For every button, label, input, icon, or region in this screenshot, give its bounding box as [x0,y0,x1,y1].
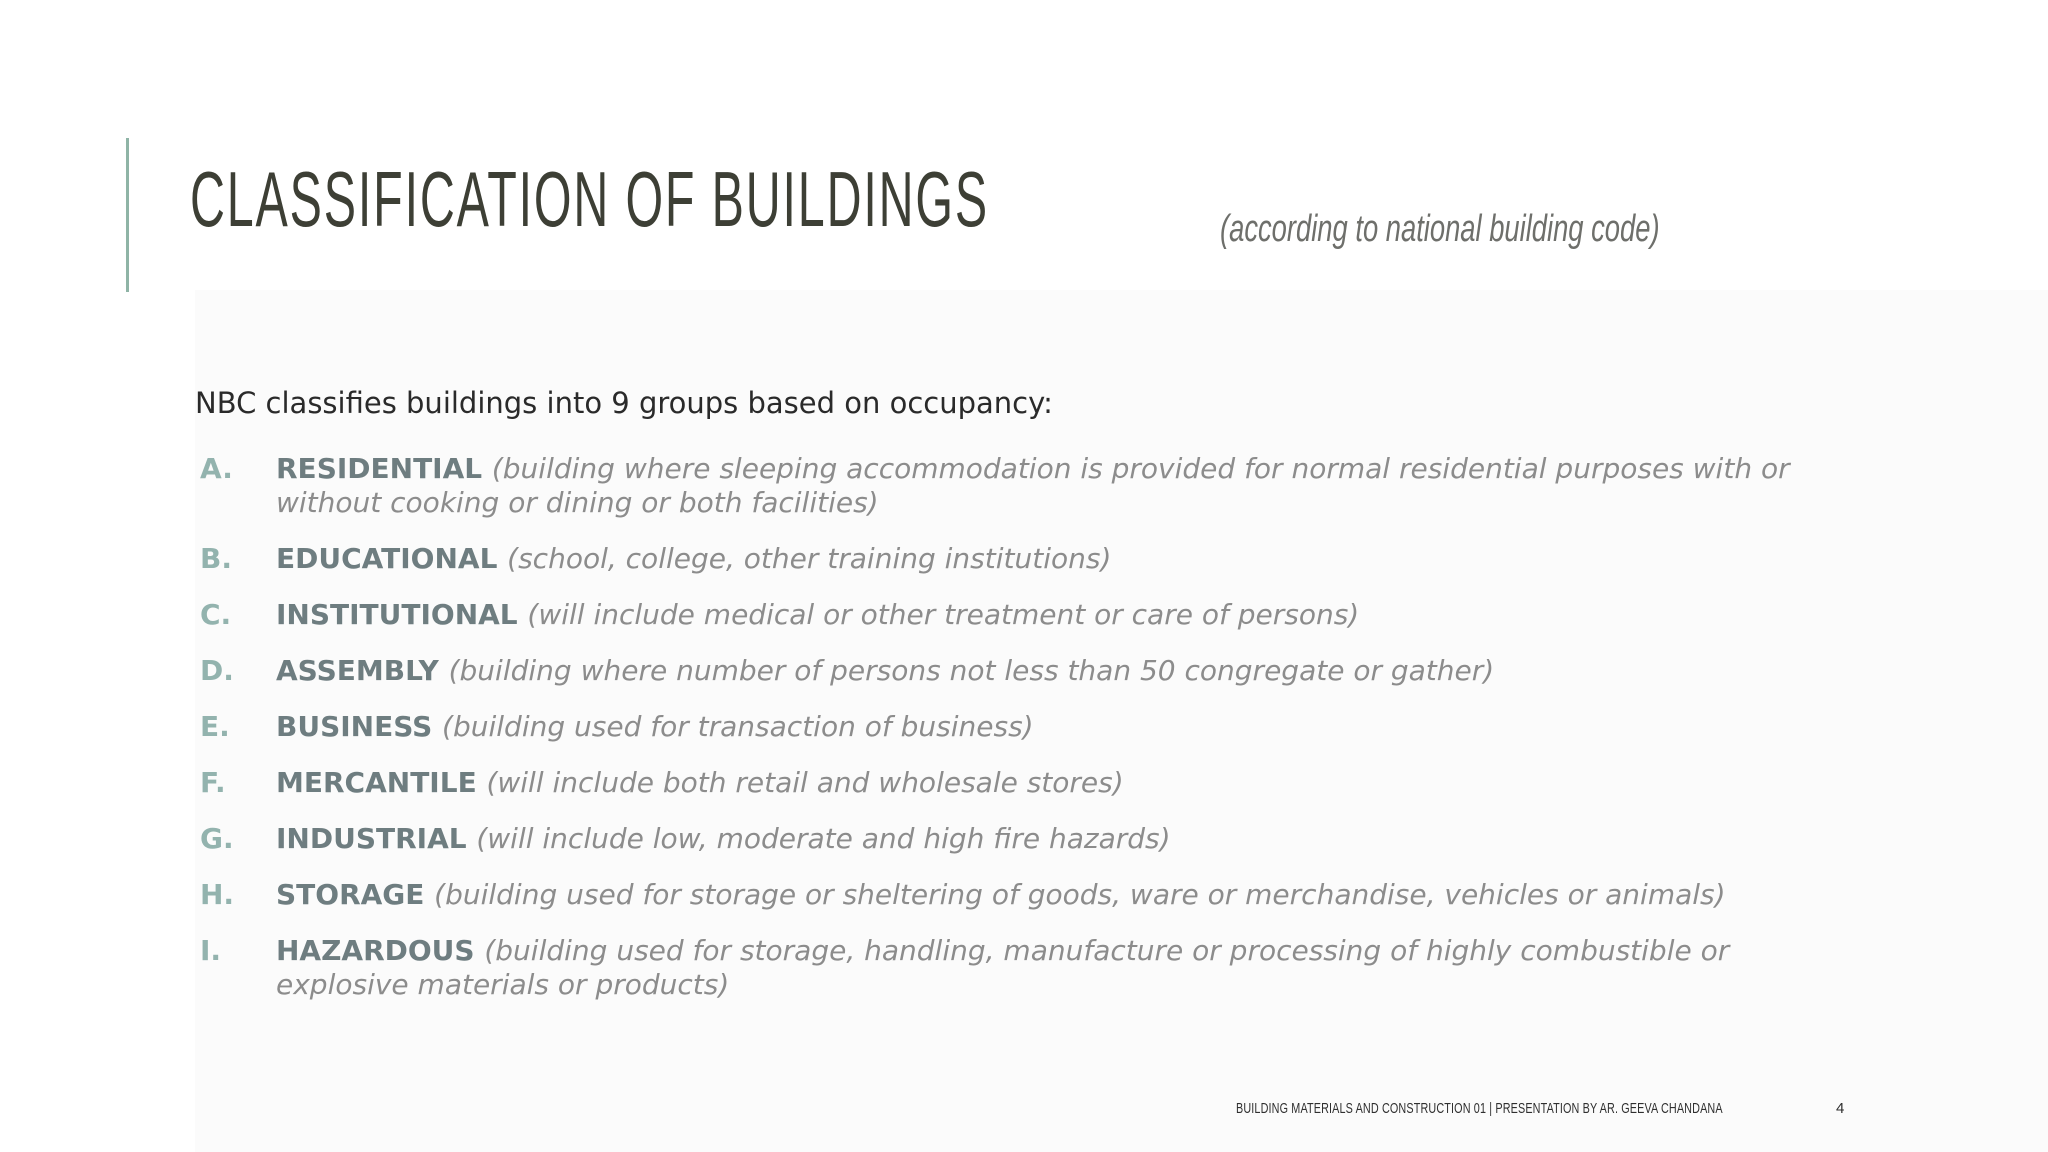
slide-title: CLASSIFICATION OF BUILDINGS [190,155,990,243]
group-description: (building where sleeping accommodation is provided for normal residential purposes with or without cooking or dining or both facilities) [276,452,1790,519]
group-description: (school, college, other training institutions) [507,542,1112,575]
list-marker: G. [200,822,234,855]
group-name: HAZARDOUS [276,934,485,967]
intro-text: NBC classifies buildings into 9 groups based on occupancy: [195,386,1053,420]
group-description: (building used for transaction of business) [442,710,1034,743]
group-description: (will include low, moderate and high fire hazards) [476,822,1171,855]
group-name: INDUSTRIAL [276,822,477,855]
title-accent-bar [126,138,129,292]
slide-subtitle: (according to national building code) [1220,208,1660,250]
group-description: (building used for storage, handling, manufacture or processing of highly combustible or explosive materials or products) [276,934,1730,1001]
list-item-business [200,710,1840,744]
list-marker: C. [200,598,232,631]
list-item-educational [200,542,1840,576]
list-item-storage [200,878,1840,912]
list-item-residential [200,452,1840,520]
group-name: BUSINESS [276,710,443,743]
footer-text: BUILDING MATERIALS AND CONSTRUCTION 01 | PRESENTATION BY AR. GEEVA CHANDANA [1236,1100,1723,1117]
list-item-industrial [200,822,1840,856]
list-item-assembly [200,654,1840,688]
list-item-mercantile [200,766,1840,800]
group-description: (building where number of persons not less than 50 congregate or gather) [448,654,1495,687]
classification-list [200,452,1840,1024]
page-number: 4 [1836,1100,1845,1117]
group-name: STORAGE [276,878,435,911]
group-name: EDUCATIONAL [276,542,508,575]
list-item-hazardous [200,934,1840,1002]
list-marker: F. [200,766,226,799]
list-marker: B. [200,542,232,575]
slide-footer [1236,1100,1912,1117]
group-name: INSTITUTIONAL [276,598,528,631]
list-marker: E. [200,710,230,743]
group-name: ASSEMBLY [276,654,449,687]
group-description: (will include both retail and wholesale stores) [486,766,1124,799]
group-description: (will include medical or other treatment or care of persons) [527,598,1360,631]
group-description: (building used for storage or sheltering of goods, ware or merchandise, vehicles or animals) [434,878,1726,911]
group-name: MERCANTILE [276,766,487,799]
list-marker: I. [200,934,222,967]
list-marker: A. [200,452,233,485]
list-marker: H. [200,878,235,911]
group-name: RESIDENTIAL [276,452,492,485]
list-item-institutional [200,598,1840,632]
list-marker: D. [200,654,234,687]
